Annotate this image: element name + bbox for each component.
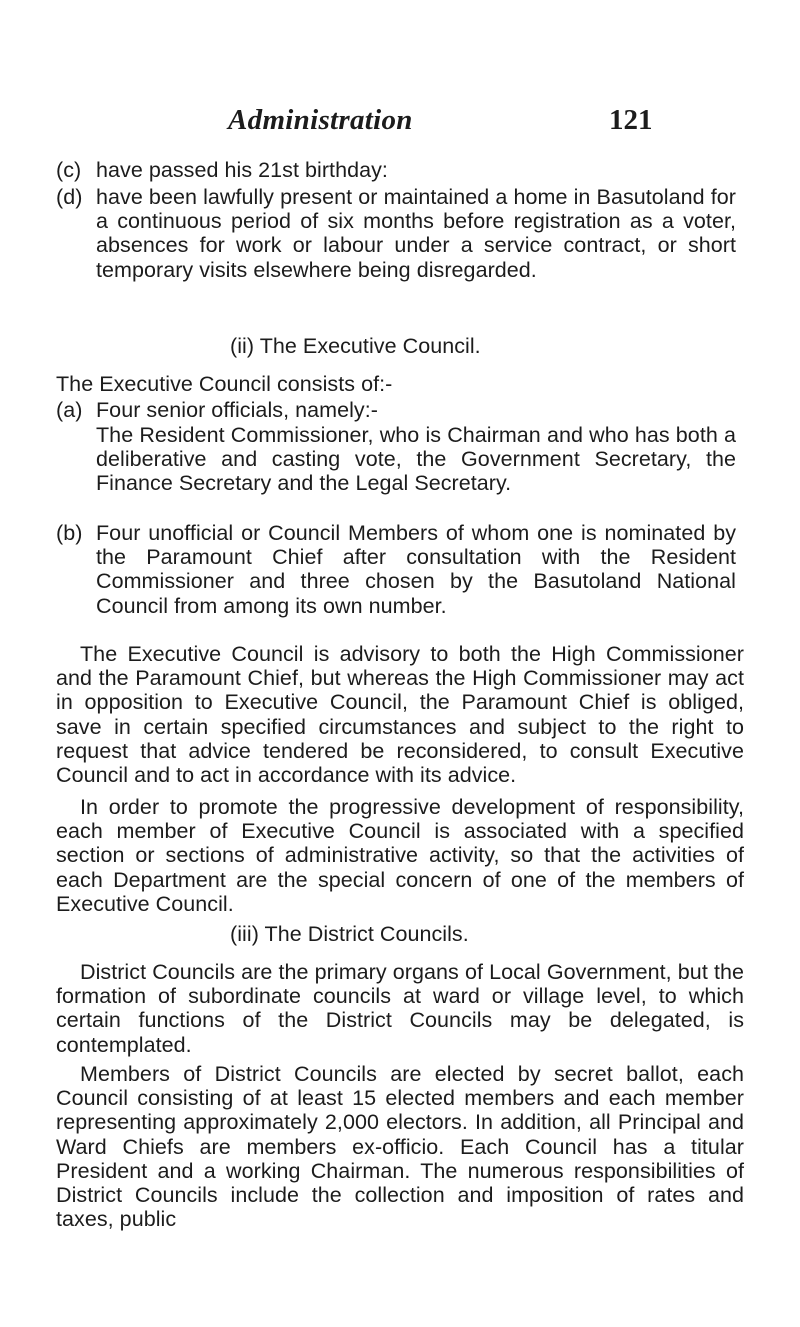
section-heading-ii: (ii) The Executive Council. bbox=[230, 334, 481, 358]
list-item-label: (a) bbox=[56, 398, 83, 422]
list-item-label: (c) bbox=[56, 158, 82, 182]
header-title: Administration bbox=[228, 104, 413, 136]
list-item-label: (d) bbox=[56, 185, 83, 209]
list-item-label: (b) bbox=[56, 521, 83, 545]
running-header bbox=[0, 104, 800, 144]
list-item-text: have been lawfully present or maintained a home in Basutoland for a continuous period of six months before registration as a voter, absences for work or labour under a service contract, or short temporary visits elsewhere being disregarded. bbox=[96, 185, 736, 282]
list-item-text: Four unofficial or Council Members of whom one is nominated by the Paramount Chief after consultation with the Resident Commissioner and three chosen by the Basutoland National Council from among its own number. bbox=[96, 521, 736, 618]
page-number: 121 bbox=[609, 104, 653, 136]
section-intro: The Executive Council consists of:- bbox=[56, 372, 393, 396]
paragraph-responsibility: In order to promote the progressive development of responsibility, each member of Executive Council is associated with a specified section or sections of administrative activity, so that the activities of each Department are the special concern of one of the members of Executive Council. bbox=[56, 795, 744, 916]
list-item-text: have passed his 21st birthday: bbox=[96, 158, 388, 182]
section-heading-iii: (iii) The District Councils. bbox=[230, 922, 469, 946]
list-item-text: Four senior officials, namely:- bbox=[96, 398, 378, 422]
paragraph-members: Members of District Councils are elected by secret ballot, each Council consisting of at least 15 elected members and each member representing approximately 2,000 electors. In addition, all Principal and Ward Chiefs are members ex-officio. Each Council has a titular President and a working Chairman. The numerous responsibilities of District Councils include the collection and imposition of rates and taxes, public bbox=[56, 1062, 744, 1232]
paragraph-executive-advisory: The Executive Council is advisory to both the High Commissioner and the Paramount Chief, but whereas the High Commissioner may act in opposition to Executive Council, the Paramount Chief is obliged, save in certain specified circumstances and subject to the right to request that advice tendered be reconsidered, to consult Executive Council and to act in accordance with its advice. bbox=[56, 642, 744, 788]
paragraph-district-councils: District Councils are the primary organs of Local Government, but the formation of subordinate councils at ward or village level, to which certain functions of the District Councils may be delegated, is contemplated. bbox=[56, 960, 744, 1057]
list-item-detail: The Resident Commissioner, who is Chairman and who has both a deliberative and casting vote, the Government Secretary, the Finance Secretary and the Legal Secretary. bbox=[96, 423, 736, 496]
